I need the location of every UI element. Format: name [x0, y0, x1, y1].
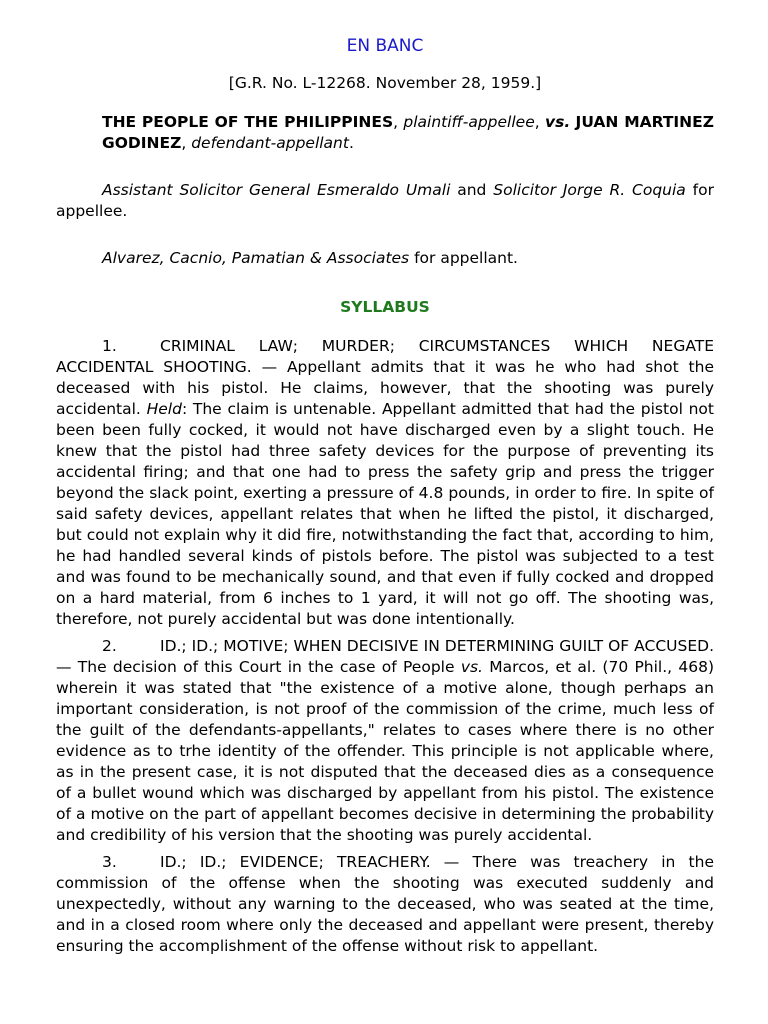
held-label: Held	[146, 400, 182, 418]
syllabus-item-text: The decision of this Court in the case of People	[77, 658, 455, 676]
syllabus-item-heading: CRIMINAL LAW; MURDER; CIRCUMSTANCES WHICH NEGATE ACCIDENTAL SHOOTING. —	[56, 337, 714, 376]
appellee-counsel-2: Solicitor Jorge R. Coquia	[493, 181, 686, 199]
syllabus-item-3	[56, 852, 714, 957]
case-number: [G.R. No. L-12268. November 28, 1959.]	[228, 74, 542, 92]
syllabus-item-text-continued: Marcos, et al. (70 Phil., 468) wherein it was stated that "the existence of a motive alone, though perhaps an important consideration, is not proof of the commission of the crime, much less of the guilt of the defendants-appellants," relates to cases where there is no other evidence as to trhe identity of the offender. This principle is not applicable where, as in the present case, it is not disputed that the deceased dies as a consequence of a bullet wound which was discharged by appellant from his pistol. The existence of a motive on the part of appellant becomes decisive in determining the probability and credibility of his version that the shooting was purely accidental.	[56, 658, 715, 844]
appellee-suffix: for appellee.	[56, 181, 714, 220]
appellant-suffix: for appellant.	[414, 249, 518, 267]
appellant-counsel	[56, 248, 714, 269]
defendant-name: JUAN MARTINEZ GODINEZ	[102, 113, 714, 152]
syllabus-item-text: Appellant admits that it was he who had shot the deceased with his pistol. He claims, however, that the shooting was purely accidental.	[56, 358, 714, 418]
syllabus-item-heading: ID.; ID.; MOTIVE; WHEN DECISIVE IN DETERMINING GUILT OF ACCUSED. —	[56, 637, 714, 676]
defendant-role: defendant-appellant	[191, 134, 349, 152]
document-page	[56, 36, 714, 963]
syllabus-heading: SYLLABUS	[340, 298, 430, 316]
appellee-counsel	[56, 180, 714, 222]
court-division-heading: EN BANC	[346, 36, 424, 56]
appellant-counsel-name: Alvarez, Cacnio, Pamatian & Associates	[102, 249, 410, 267]
counsel-conjunction: and	[457, 181, 487, 199]
syllabus-item-1	[56, 336, 714, 630]
plaintiff-role: plaintiff-appellee	[403, 113, 535, 131]
vs-label: vs.	[460, 658, 483, 676]
syllabus-item-number: 3.	[102, 853, 117, 871]
syllabus-item-heading: ID.; ID.; EVIDENCE; TREACHERY. —	[160, 853, 460, 871]
syllabus-item-text-continued: : The claim is untenable. Appellant admitted that had the pistol not been been fully cocked, it would not have discharged even by a slight touch. He knew that the pistol had three safety devices for the purpose of preventing its accidental firing; and that one had to press the safety grip and press the trigger beyond the slack point, exerting a pressure of 4.8 pounds, in order to fire. In spite of said safety devices, appellant relates that when he lifted the pistol, it discharged, but could not explain why it did fire, notwithstanding the fact that, according to him, he had handled several kinds of pistols before. The pistol was subjected to a test and was found to be mechanically sound, and that even if fully cocked and dropped on a hard material, from 6 inches to 1 yard, it will not go off. The shooting was, therefore, not purely accidental but was done intentionally.	[56, 400, 714, 628]
syllabus-item-text: There was treachery in the commission of the offense when the shooting was executed suddenly and unexpectedly, without any warning to the deceased, who was seated at the time, and in a closed room where only the deceased and appellant were present, thereby ensuring the accomplishment of the offense without risk to appellant.	[56, 853, 714, 955]
syllabus-item-number: 2.	[102, 637, 117, 655]
syllabus-item-number: 1.	[102, 337, 117, 355]
case-parties: THE PEOPLE OF THE PHILIPPINES, plaintiff-appellee, vs. JUAN MARTINEZ GODINEZ, defendant-appellant.	[102, 113, 714, 152]
plaintiff-name: THE PEOPLE OF THE PHILIPPINES	[102, 113, 394, 131]
versus-label: vs.	[545, 113, 571, 131]
syllabus-item-2	[56, 636, 714, 846]
appellee-counsel-1: Assistant Solicitor General Esmeraldo Umali	[102, 181, 451, 199]
